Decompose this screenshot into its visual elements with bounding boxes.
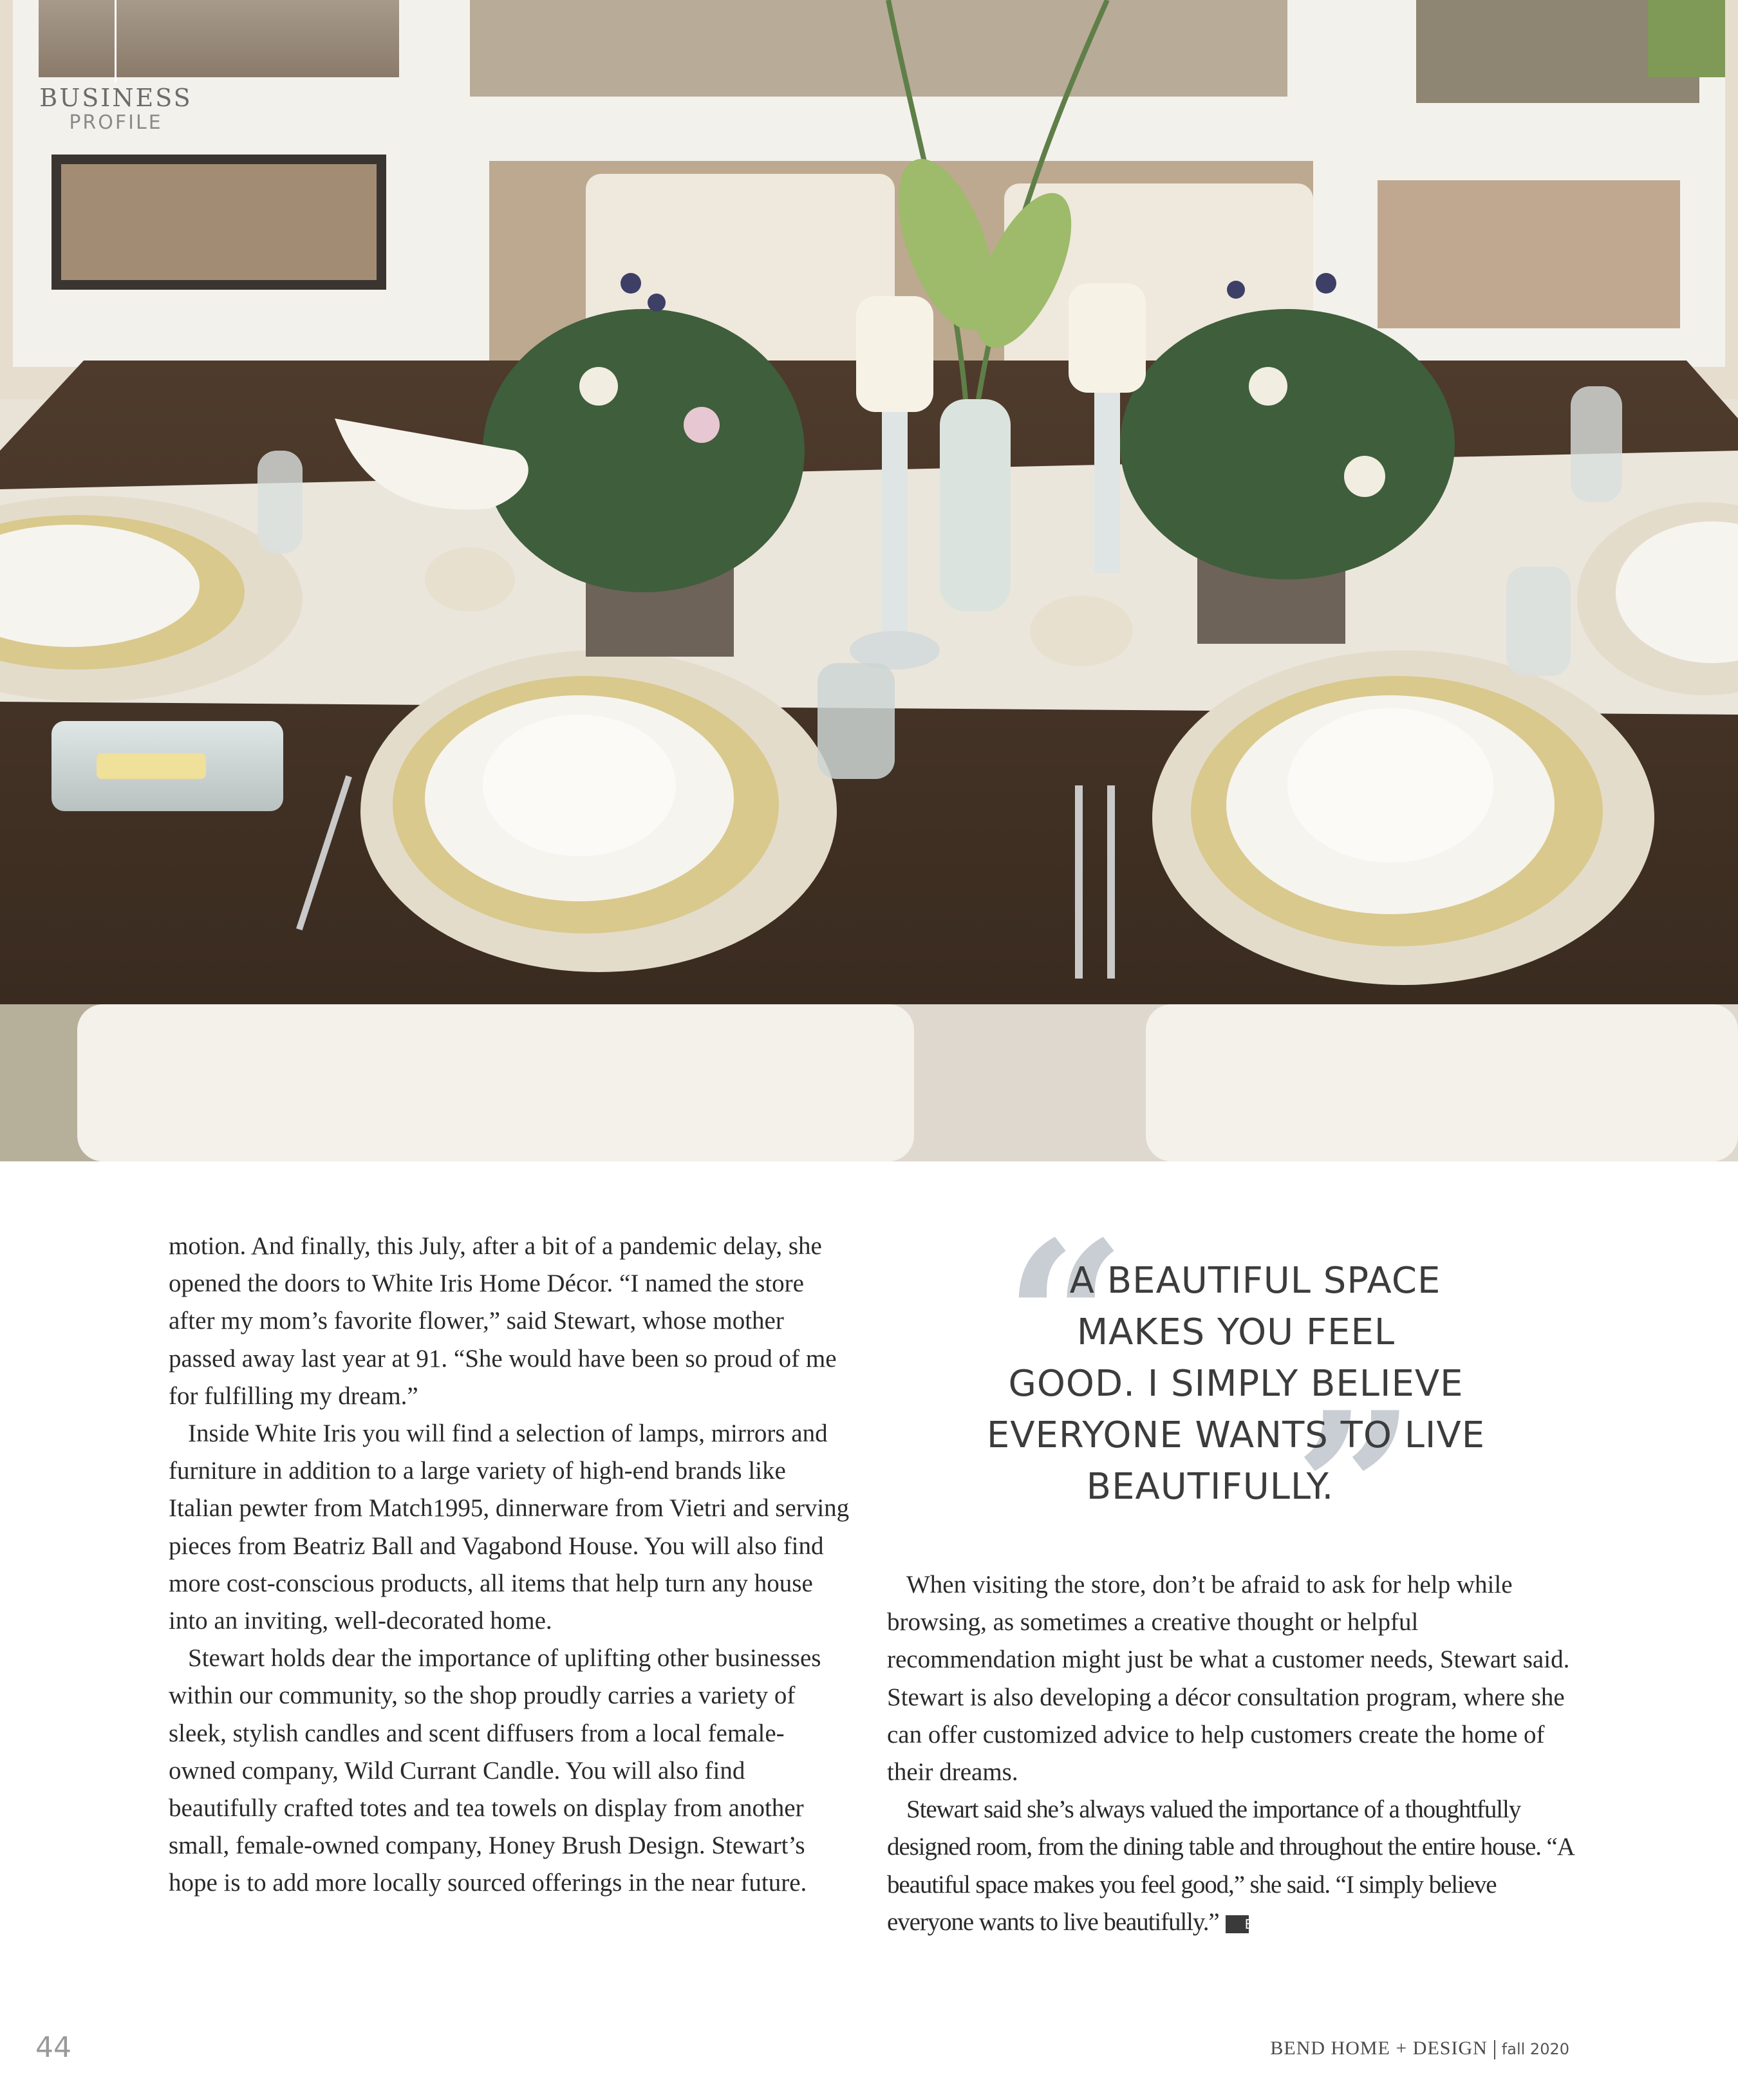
bud-vase (940, 399, 1011, 612)
footer-credit (1270, 2038, 1569, 2059)
pull-quote-line: GOOD. I SIMPLY BELIEVE (1008, 1363, 1464, 1405)
end-mark-icon: BH (1226, 1915, 1249, 1933)
issue-label: fall 2020 (1501, 2040, 1569, 2058)
candle (856, 296, 933, 412)
chair-front (77, 1004, 914, 1161)
chair-front (1146, 1004, 1738, 1161)
paragraph (887, 1791, 1582, 1941)
section-rule (115, 0, 117, 82)
open-quote-mark: “ (1004, 1195, 1126, 1445)
paragraph: Stewart holds dear the importance of uplifting other businesses within our community, so the shop proudly carries a variety of sleek, stylish candles and scent diffusers from a local female-owned company, Wild Currant Candle. You will also find beautifully crafted totes and tea towels on display from another small, female-owned company, Honey Brush Design. Stewart’s hope is to add more locally sourced offerings in the near future. (169, 1644, 821, 1897)
pull-quote-line: MAKES YOU FEEL (1076, 1311, 1396, 1353)
floral-arrangement (483, 309, 805, 592)
paragraph: motion. And finally, this July, after a bit of a pandemic delay, she opened the doors to White Iris Home Décor. “I named the store after my mom’s favorite flower,” said Stewart, whose mother passed away last year at 91. “She would have been so proud of me for fulfilling my dream.” (169, 1232, 837, 1410)
napkin (483, 715, 676, 856)
article-right-column (887, 1566, 1582, 1941)
pull-quote (914, 1195, 1558, 1615)
pull-quote-line: BEAUTIFULLY. (1086, 1466, 1334, 1508)
pull-quote-line: A BEAUTIFUL SPACE (1069, 1260, 1441, 1302)
candle (1069, 283, 1146, 393)
magazine-name: BEND HOME + DESIGN (1270, 2038, 1488, 2059)
paragraph-text: Stewart said she’s always valued the importance of a thoughtfully designed room, from the dining table and throughout the entire house. “A beautiful space makes you feel good,” she said. “I simply believe everyone wants to live beautifully.” (887, 1795, 1573, 1936)
close-quote-mark: ” (1294, 1365, 1416, 1615)
paragraph: When visiting the store, don’t be afraid to ask for help while browsing, as sometimes a creative thought or helpful recommendation might just be what a customer needs, Stewart said. Stewart is also developing a décor consultation program, where she can offer customized advice to help customers create the home of their dreams. (887, 1571, 1570, 1786)
article-left-column (169, 1228, 851, 1902)
section-label (32, 84, 200, 134)
floral-arrangement (1120, 309, 1455, 579)
page-number: 44 (35, 2031, 71, 2064)
section-label-line1: BUSINESS (39, 84, 192, 112)
napkin (1287, 708, 1493, 863)
section-label-line2: PROFILE (69, 111, 163, 134)
pull-quote-line: EVERYONE WANTS TO LIVE (986, 1414, 1486, 1456)
footer-divider (1494, 2040, 1495, 2059)
paragraph: Inside White Iris you will find a selection of lamps, mirrors and furniture in addition to a large variety of high-end brands like Italian pewter from Match1995, dinnerware from Vietri and serving pieces from Beatriz Ball and Vagabond House. You will also find more cost-conscious products, all items that help turn any house into an inviting, well-decorated home. (169, 1420, 850, 1635)
